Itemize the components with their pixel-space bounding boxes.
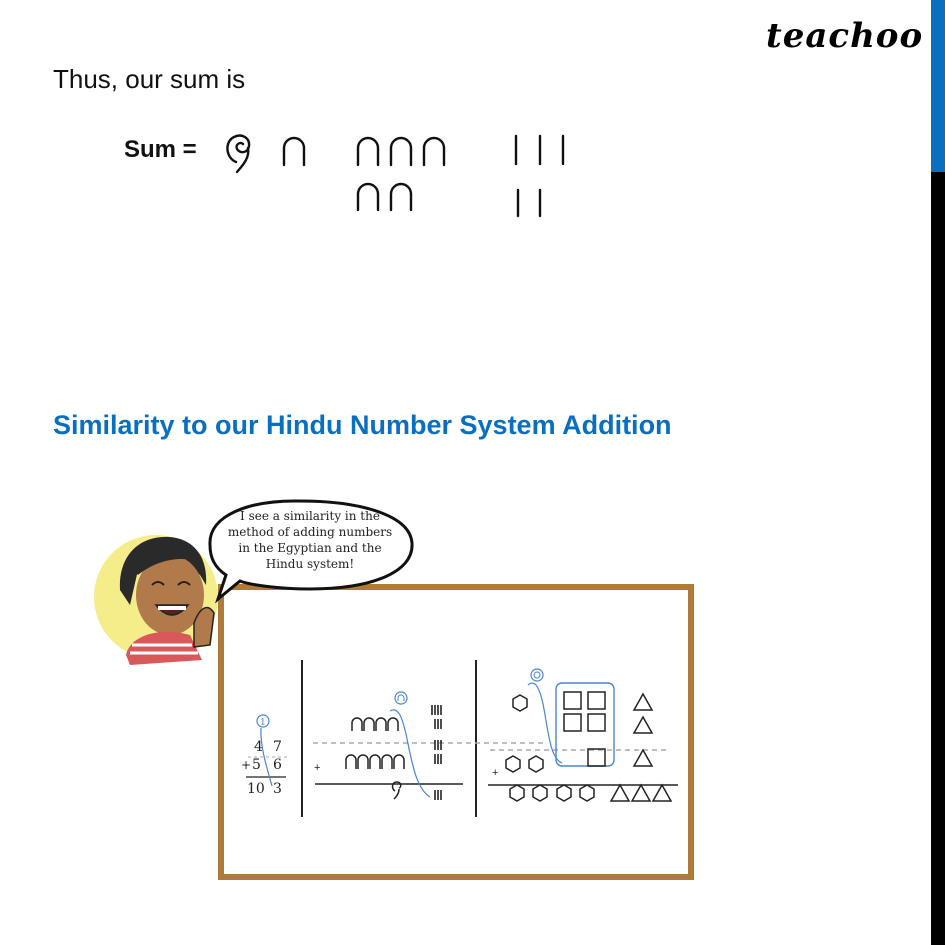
svg-text:1: 1 bbox=[260, 718, 266, 728]
section-heading: Similarity to our Hindu Number System Addition bbox=[53, 410, 672, 440]
right-sidebar-bar bbox=[931, 0, 945, 945]
svg-text:10: 10 bbox=[247, 781, 265, 797]
heel-bone-icon bbox=[424, 138, 444, 165]
svg-text:5: 5 bbox=[252, 757, 261, 773]
svg-text:+: + bbox=[492, 767, 499, 779]
heel-bone-icon bbox=[284, 138, 304, 165]
speech-line: in the Egyptian and the bbox=[238, 541, 382, 555]
teachoo-logo: teachoo bbox=[766, 16, 924, 56]
svg-text:+: + bbox=[241, 758, 252, 772]
whiteboard bbox=[224, 590, 688, 874]
heel-bone-icon bbox=[358, 138, 378, 165]
intro-text: Thus, our sum is bbox=[53, 64, 246, 94]
svg-text:+: + bbox=[314, 762, 321, 774]
coil-icon bbox=[227, 136, 249, 172]
speech-line: method of adding numbers bbox=[227, 525, 393, 539]
heel-bone-icon bbox=[358, 184, 378, 210]
sum-label: Sum = bbox=[124, 136, 197, 163]
svg-text:4: 4 bbox=[254, 739, 263, 755]
heel-bone-icon bbox=[391, 184, 411, 210]
egyptian-sum-symbols bbox=[220, 128, 580, 223]
heel-bone-icon bbox=[391, 138, 411, 165]
sidebar-accent bbox=[931, 0, 945, 172]
svg-text:6: 6 bbox=[273, 757, 282, 773]
svg-text:7: 7 bbox=[273, 739, 282, 755]
speech-line: I see a similarity in the bbox=[240, 509, 380, 523]
girl-character-icon bbox=[94, 535, 218, 665]
comparison-illustration bbox=[90, 495, 700, 887]
speech-line: Hindu system! bbox=[265, 557, 355, 571]
svg-text:3: 3 bbox=[273, 781, 282, 797]
